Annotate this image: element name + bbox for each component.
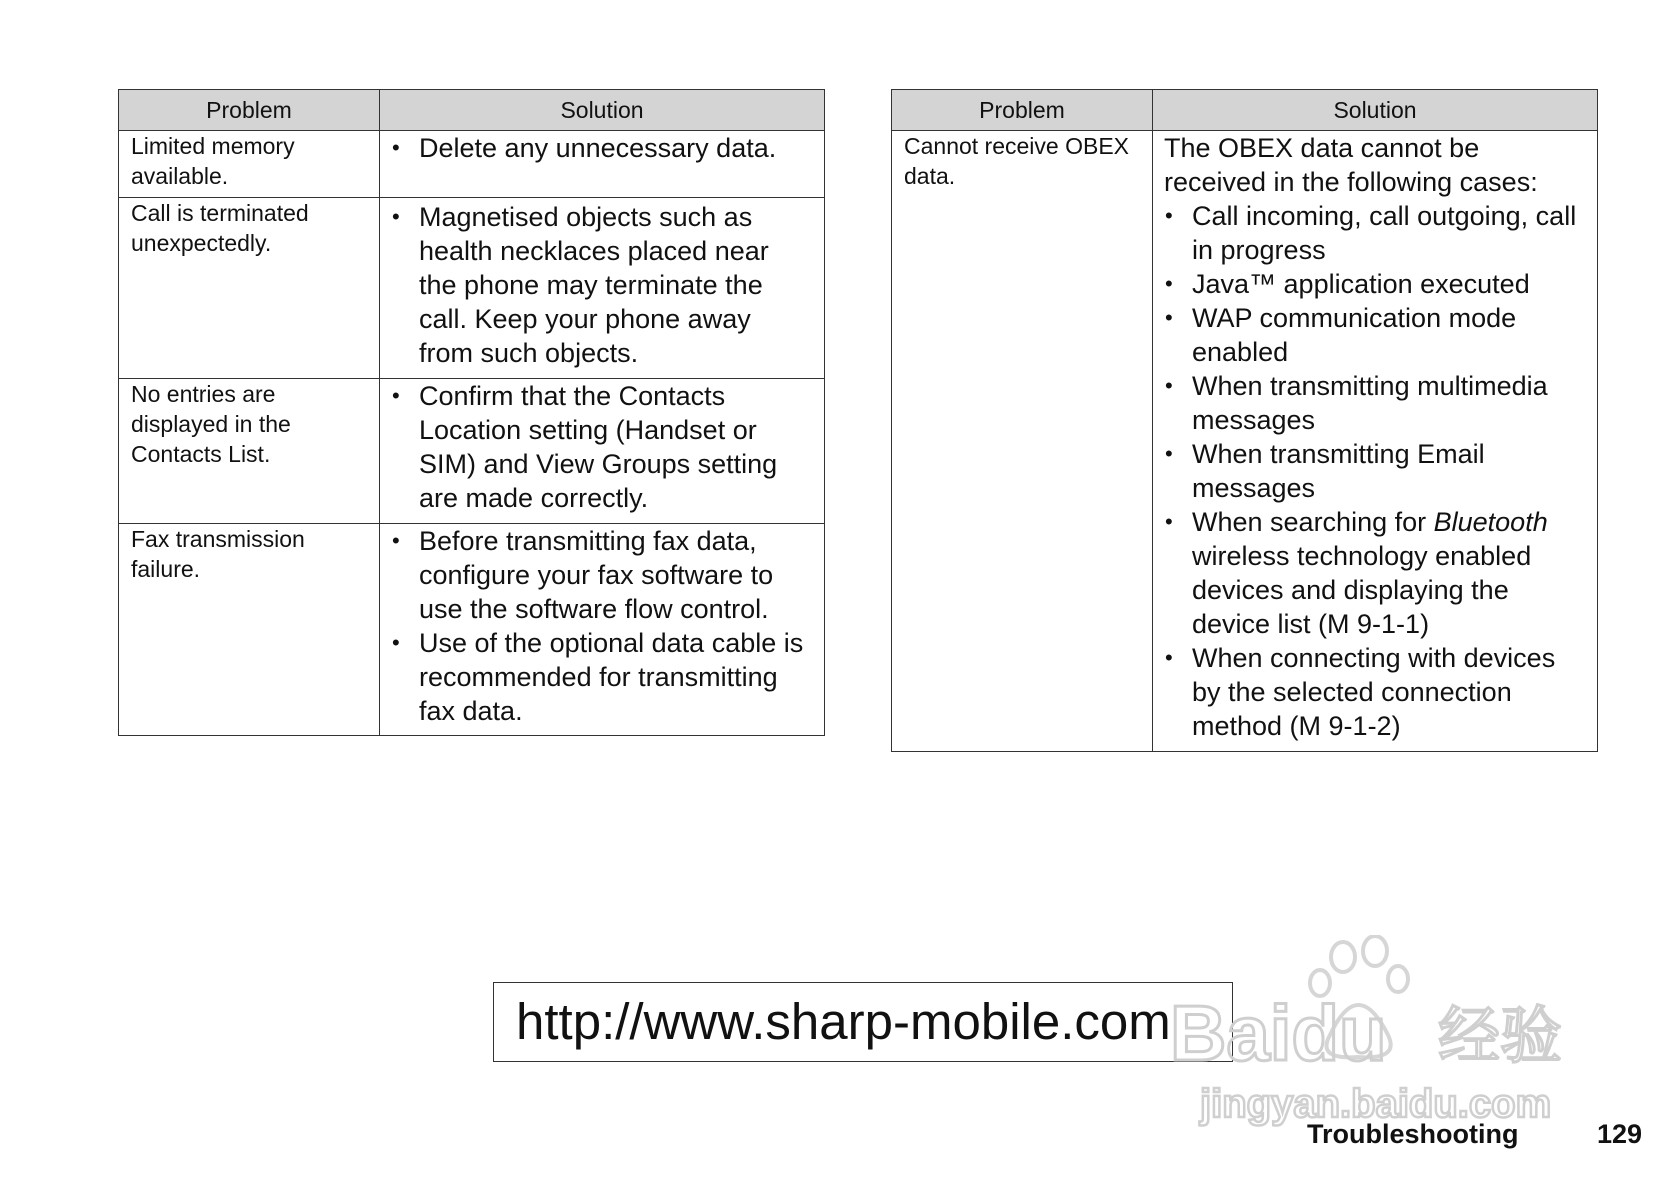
solution-item: • Magnetised objects such as health necklaces placed near the phone may terminate the call. Keep your phone away from such objects.: [391, 200, 812, 370]
solution-item: • Delete any unnecessary data.: [391, 131, 812, 165]
solution-intro: The OBEX data cannot be received in the following cases:: [1164, 133, 1538, 197]
header-solution: Solution: [380, 90, 825, 131]
table-row: [119, 379, 825, 524]
solution-cell: [380, 524, 825, 736]
solution-item: • WAP communication mode enabled: [1164, 301, 1585, 369]
problem-cell: Fax transmission failure.: [119, 524, 380, 736]
header-problem: Problem: [892, 90, 1153, 131]
solution-item-bluetooth: [1164, 505, 1585, 641]
watermark-domain: jingyan.baidu.com: [1200, 1082, 1552, 1126]
problem-cell: Call is terminated unexpectedly.: [119, 198, 380, 379]
footer-section-title: Troubleshooting: [1307, 1119, 1519, 1149]
problem-cell: Limited memory available.: [119, 131, 380, 198]
solution-cell: [380, 198, 825, 379]
solution-item: • Confirm that the Contacts Location setting (Handset or SIM) and View Groups setting are made correctly.: [391, 379, 812, 515]
solution-item: • Use of the optional data cable is recommended for transmitting fax data.: [391, 626, 812, 728]
header-solution: Solution: [1153, 90, 1598, 131]
header-problem: Problem: [119, 90, 380, 131]
table-row: [119, 198, 825, 379]
table-row: [119, 131, 825, 198]
solution-item: • When transmitting Email messages: [1164, 437, 1585, 505]
bluetooth-brand: Bluetooth: [1433, 507, 1548, 537]
solution-item: • Before transmitting fax data, configure your fax software to use the software flow control.: [391, 524, 812, 626]
troubleshooting-table-right: [891, 89, 1598, 752]
bluetooth-suffix: wireless technology enabled devices and displaying the device list (M 9-1-1): [1192, 541, 1532, 639]
bluetooth-prefix: When searching for: [1192, 507, 1434, 537]
solution-item: • When connecting with devices by the selected connection method (M 9-1-2): [1164, 641, 1585, 743]
problem-cell: No entries are displayed in the Contacts List.: [119, 379, 380, 524]
watermark-brand: Baidu: [1170, 989, 1387, 1077]
solution-cell: [1153, 131, 1598, 752]
problem-cell: Cannot receive OBEX data.: [892, 131, 1153, 752]
solution-item: • When transmitting multimedia messages: [1164, 369, 1585, 437]
watermark-suffix: 经验: [1438, 999, 1563, 1072]
page-number: 129: [1597, 1119, 1643, 1149]
troubleshooting-table-left: [118, 89, 825, 736]
solution-item: • Call incoming, call outgoing, call in progress: [1164, 199, 1585, 267]
solution-item: • Java™ application executed: [1164, 267, 1585, 301]
website-url: http://www.sharp-mobile.com: [493, 982, 1233, 1062]
table-row: [892, 131, 1598, 752]
table-row: [119, 524, 825, 736]
solution-cell: [380, 379, 825, 524]
solution-cell: [380, 131, 825, 198]
baidu-watermark-logo: [1170, 935, 1590, 1135]
